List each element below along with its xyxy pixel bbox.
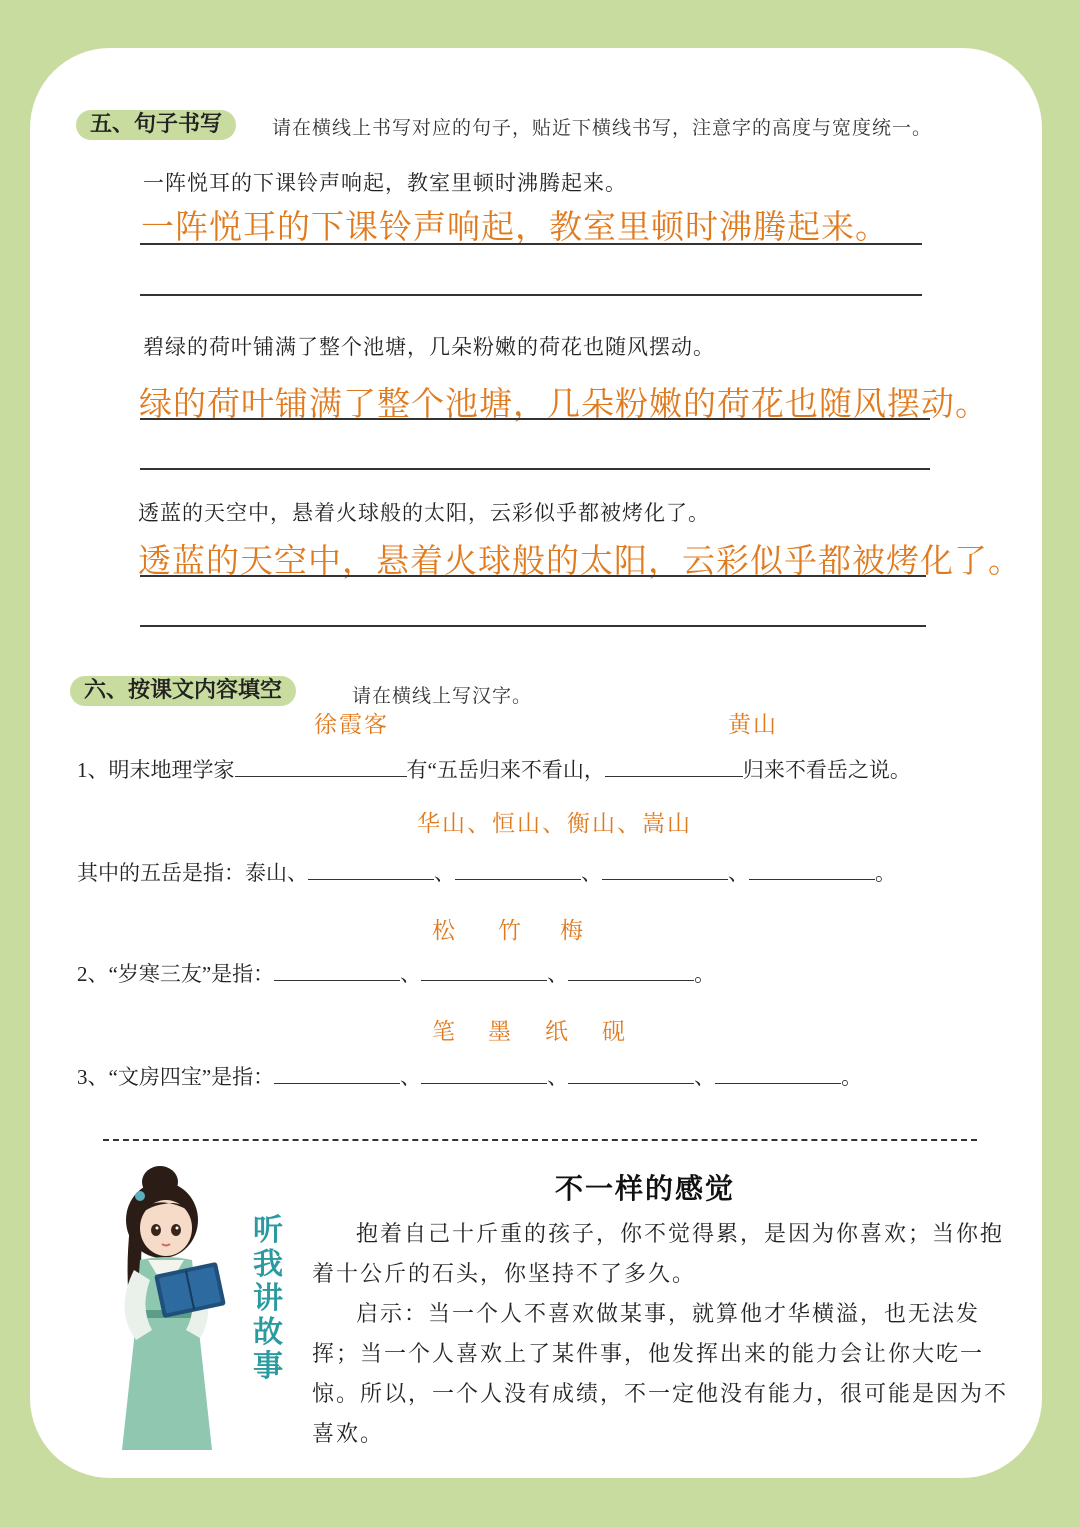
question-1 [77, 754, 911, 784]
q1-answer2: 黄山 [728, 712, 778, 738]
section5-instruction: 请在横线上书写对应的句子，贴近下横线书写，注意字的高度与宽度统一。 [272, 117, 933, 139]
q1b-answers: 华山、恒山、衡山、嵩山 [417, 811, 692, 837]
separator: 、 [400, 962, 422, 986]
q3-answer-2: 墨 [488, 1019, 513, 1045]
end-mark: 。 [694, 962, 716, 986]
q1-prefix: 1、明末地理学家 [77, 758, 235, 782]
q2-blank[interactable] [274, 958, 400, 981]
divider [103, 1139, 977, 1141]
separator: 、 [728, 861, 749, 885]
story-paragraph-2: 启示：当一个人不喜欢做某事，就算他才华横溢，也无法发挥；当一个人喜欢上了某件事，他发挥出来的能力会让你大吃一惊。所以，一个人没有成绩，不一定他没有能力，很可能是因为不喜欢。 [312, 1302, 1009, 1447]
writing-line [140, 575, 926, 577]
story-side-label: 听我讲故事 [253, 1213, 283, 1384]
q1-blank2[interactable] [605, 754, 743, 777]
writing-line [140, 418, 930, 420]
end-mark: 。 [875, 861, 896, 885]
sentence1-answer: 一阵悦耳的下课铃声响起，教室里顿时沸腾起来。 [141, 207, 889, 246]
separator: 、 [547, 962, 569, 986]
writing-line [140, 625, 926, 627]
separator: 、 [400, 1065, 422, 1089]
q3-blank[interactable] [421, 1061, 547, 1084]
q2-blank[interactable] [568, 958, 694, 981]
question-2 [77, 958, 715, 988]
sentence3-answer: 透蓝的天空中，悬着火球般的太阳，云彩似乎都被烤化了。 [138, 541, 1022, 580]
q2-blank[interactable] [421, 958, 547, 981]
girl-reading-illustration [100, 1160, 240, 1460]
q3-prefix: 3、“文房四宝”是指： [77, 1065, 275, 1089]
story-paragraph-1: 抱着自己十斤重的孩子，你不觉得累，是因为你喜欢；当你抱着十公斤的石头，你坚持不了多久。 [312, 1222, 1005, 1287]
separator: 、 [581, 861, 602, 885]
end-mark: 。 [841, 1065, 863, 1089]
q3-answer-1: 笔 [432, 1019, 457, 1045]
q3-blank[interactable] [568, 1061, 694, 1084]
q2-answer-3: 梅 [560, 918, 585, 944]
q1-blank1[interactable] [235, 754, 407, 777]
writing-line [140, 294, 922, 296]
separator: 、 [694, 1065, 716, 1089]
q1-mid: 有“五岳归来不看山， [406, 758, 605, 782]
writing-line [140, 243, 922, 245]
q1b-blank[interactable] [602, 857, 728, 880]
q1b-blank[interactable] [455, 857, 581, 880]
q3-answer-4: 砚 [602, 1019, 627, 1045]
q3-blank[interactable] [274, 1061, 400, 1084]
sentence3-prompt: 透蓝的天空中，悬着火球般的太阳，云彩似乎都被烤化了。 [138, 501, 710, 525]
separator: 、 [547, 1065, 569, 1089]
q1b-prefix: 其中的五岳是指：泰山、 [77, 861, 308, 885]
q1-answer1: 徐霞客 [314, 712, 389, 738]
question-3 [77, 1061, 862, 1091]
question-1b [77, 857, 896, 887]
q2-answer-1: 松 [432, 918, 457, 944]
story-title: 不一样的感觉 [555, 1172, 736, 1205]
sentence2-answer: 绿的荷叶铺满了整个池塘，几朵粉嫩的荷花也随风摆动。 [139, 384, 989, 423]
q2-answer-2: 竹 [498, 918, 523, 944]
sentence1-prompt: 一阵悦耳的下课铃声响起，教室里顿时沸腾起来。 [143, 171, 627, 195]
q3-blank[interactable] [715, 1061, 841, 1084]
sentence2-prompt: 碧绿的荷叶铺满了整个池塘，几朵粉嫩的荷花也随风摆动。 [143, 335, 715, 359]
writing-line [140, 468, 930, 470]
separator: 、 [434, 861, 455, 885]
q3-answer-3: 纸 [545, 1019, 570, 1045]
q1b-blank[interactable] [308, 857, 434, 880]
q1b-blank[interactable] [749, 857, 875, 880]
section5-title: 五、句子书写 [76, 110, 236, 140]
q1-suffix: 归来不看岳之说。 [742, 758, 911, 782]
section6-title: 六、按课文内容填空 [70, 676, 296, 706]
q2-prefix: 2、“岁寒三友”是指： [77, 962, 275, 986]
section6-instruction: 请在横线上写汉字。 [352, 685, 533, 707]
